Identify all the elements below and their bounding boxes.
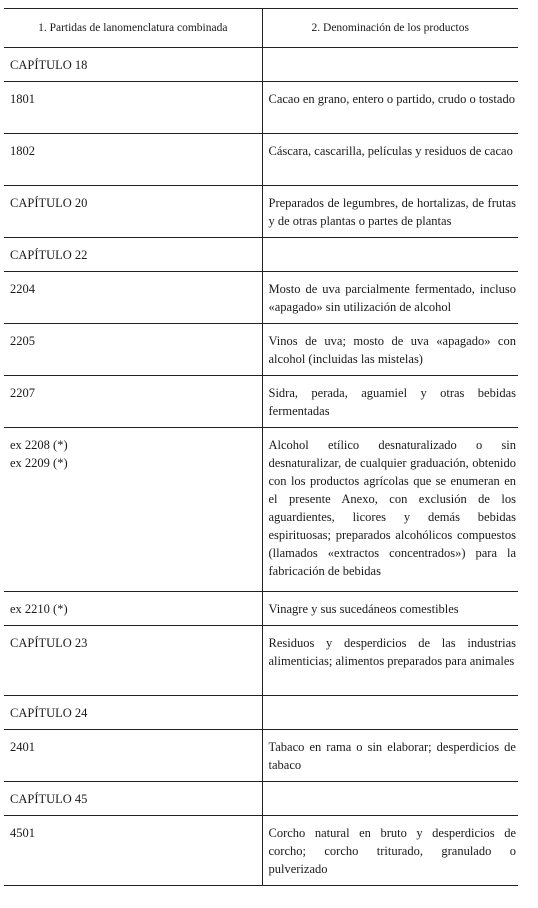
nomenclature-cell bbox=[4, 82, 262, 134]
table-row bbox=[4, 272, 518, 324]
products-table bbox=[4, 8, 518, 886]
nomenclature-cell bbox=[4, 134, 262, 186]
product-description: Corcho natural en bruto y desperdicios de corcho; corcho triturado, granulado o pulverizado bbox=[262, 816, 518, 886]
nomenclature-cell bbox=[4, 782, 262, 816]
table-row bbox=[4, 730, 518, 782]
product-description: Alcohol etílico desnaturalizado o sin desnaturalizar, de cualquier graduación, obtenido con los productos agrícolas que se enumeran en el presente Anexo, con exclusión de los aguardientes, licores y demás bebidas espirituosas; preparados alcohólicos compuestos (llamados «extractos concentrados») para la fabricación de bebidas bbox=[262, 428, 518, 592]
product-description bbox=[262, 48, 518, 82]
nomenclature-code: 1801 bbox=[10, 92, 35, 106]
table-row bbox=[4, 134, 518, 186]
nomenclature-code: 2204 bbox=[10, 282, 35, 296]
nomenclature-cell bbox=[4, 730, 262, 782]
product-description bbox=[262, 782, 518, 816]
nomenclature-cell bbox=[4, 696, 262, 730]
product-description: Tabaco en rama o sin elaborar; desperdicios de tabaco bbox=[262, 730, 518, 782]
nomenclature-code: CAPÍTULO 45 bbox=[10, 792, 88, 806]
nomenclature-cell bbox=[4, 626, 262, 696]
product-description: Cacao en grano, entero o partido, crudo o tostado bbox=[262, 82, 518, 134]
nomenclature-cell bbox=[4, 376, 262, 428]
nomenclature-cell bbox=[4, 592, 262, 626]
nomenclature-cell bbox=[4, 238, 262, 272]
product-description: Mosto de uva parcialmente fermentado, incluso «apagado» sin utilización de alcohol bbox=[262, 272, 518, 324]
table-row bbox=[4, 238, 518, 272]
table-row bbox=[4, 592, 518, 626]
product-description: Vinagre y sus sucedáneos comestibles bbox=[262, 592, 518, 626]
nomenclature-cell bbox=[4, 428, 262, 592]
table-row bbox=[4, 324, 518, 376]
nomenclature-cell bbox=[4, 324, 262, 376]
table-row bbox=[4, 428, 518, 592]
nomenclature-code: CAPÍTULO 24 bbox=[10, 706, 88, 720]
document-page bbox=[4, 8, 518, 886]
nomenclature-code: CAPÍTULO 23 bbox=[10, 636, 88, 650]
table-row bbox=[4, 48, 518, 82]
column-header-products: 2. Denominación de los productos bbox=[262, 9, 518, 48]
nomenclature-code: 2205 bbox=[10, 334, 35, 348]
table-row bbox=[4, 626, 518, 696]
nomenclature-code: 2207 bbox=[10, 386, 35, 400]
product-description bbox=[262, 238, 518, 272]
product-description: Residuos y desperdicios de las industrias alimenticias; alimentos preparados para animales bbox=[262, 626, 518, 696]
product-description bbox=[262, 696, 518, 730]
nomenclature-code: CAPÍTULO 18 bbox=[10, 58, 88, 72]
nomenclature-code: 1802 bbox=[10, 144, 35, 158]
nomenclature-code: ex 2209 (*) bbox=[10, 456, 68, 470]
product-description: Sidra, perada, aguamiel y otras bebidas fermentadas bbox=[262, 376, 518, 428]
product-description: Cáscara, cascarilla, películas y residuos de cacao bbox=[262, 134, 518, 186]
table-row bbox=[4, 376, 518, 428]
table-header-row bbox=[4, 9, 518, 48]
table-row bbox=[4, 696, 518, 730]
nomenclature-code: ex 2208 (*) bbox=[10, 438, 68, 452]
table-row bbox=[4, 186, 518, 238]
nomenclature-code: 4501 bbox=[10, 826, 35, 840]
nomenclature-cell bbox=[4, 816, 262, 886]
table-row bbox=[4, 82, 518, 134]
table-row bbox=[4, 782, 518, 816]
table-body bbox=[4, 48, 518, 886]
nomenclature-cell bbox=[4, 272, 262, 324]
nomenclature-code: ex 2210 (*) bbox=[10, 602, 68, 616]
product-description: Vinos de uva; mosto de uva «apagado» con alcohol (incluidas las mistelas) bbox=[262, 324, 518, 376]
nomenclature-code: CAPÍTULO 22 bbox=[10, 248, 88, 262]
nomenclature-code: CAPÍTULO 20 bbox=[10, 196, 88, 210]
nomenclature-code: 2401 bbox=[10, 740, 35, 754]
column-header-nomenclature: 1. Partidas de lanomenclatura combinada bbox=[4, 9, 262, 48]
product-description: Preparados de legumbres, de hortalizas, de frutas y de otras plantas o partes de plantas bbox=[262, 186, 518, 238]
nomenclature-cell bbox=[4, 186, 262, 238]
nomenclature-cell bbox=[4, 48, 262, 82]
table-row bbox=[4, 816, 518, 886]
